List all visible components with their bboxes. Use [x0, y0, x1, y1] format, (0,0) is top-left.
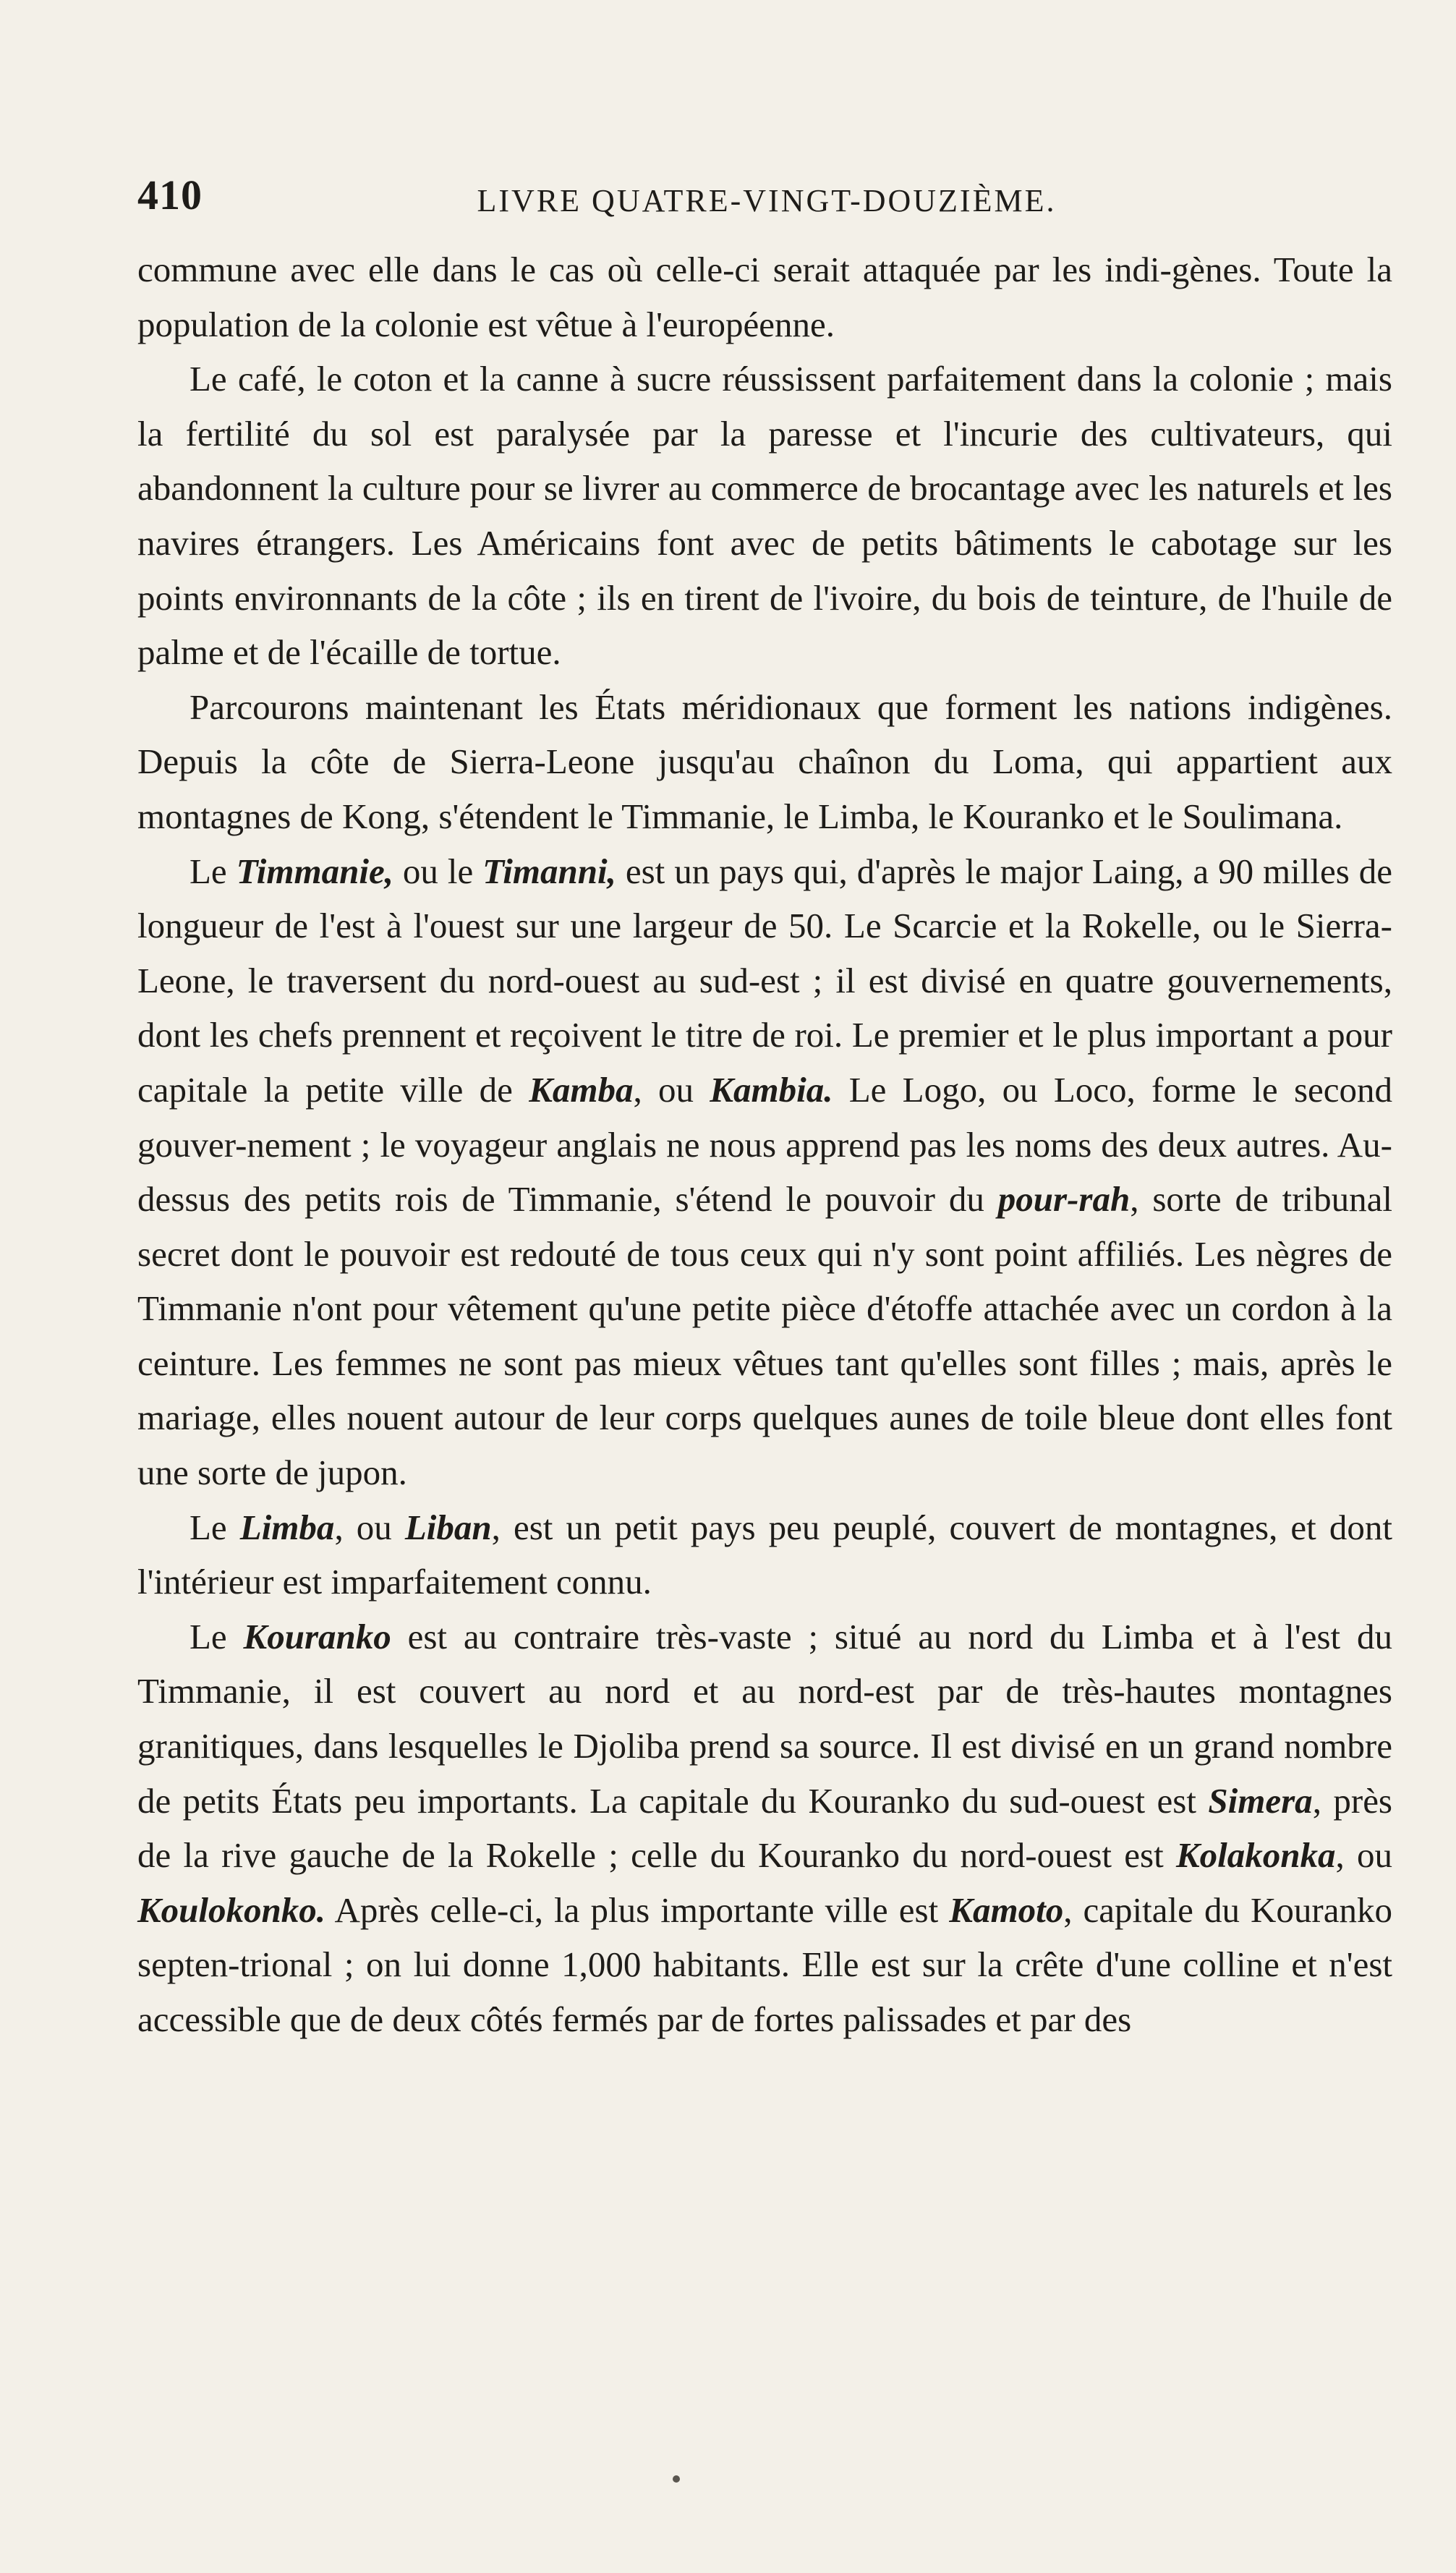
- running-head: LIVRE QUATRE-VINGT-DOUZIÈME.: [477, 183, 1057, 218]
- text-run: ou le: [393, 851, 483, 891]
- italic-term: Limba: [239, 1507, 335, 1547]
- paragraph: [137, 680, 1392, 844]
- text-run: , est un petit pays peu peuplé, couvert de montagnes, et dont l'intérieur est imparfaitement connu.: [137, 1507, 1392, 1602]
- italic-term: Kouranko: [243, 1616, 391, 1656]
- text-run: Parcourons maintenant les États méridionaux que forment les nations indigènes. Depuis la côte de Sierra-Leone jusqu'au chaînon du Loma, qui appartient aux montagnes de Kong, s'étendent le Timmanie, le Limba, le Kouranko et le Soulimana.: [137, 686, 1392, 836]
- print-mark: [673, 2475, 680, 2483]
- text-run: Le café, le coton et la canne à sucre réussissent parfaitement dans la colonie ; mais la fertilité du sol est paralysée par la paresse et l'incurie des cultivateurs, qui abandonnent la culture pour se livrer au commerce de brocantage avec les naturels et les navires étrangers. Les Américains font avec de petits bâtiments le cabotage sur les points environnants de la côte ; ils en tirent de l'ivoire, du bois de teinture, de l'huile de palme et de l'écaille de tortue.: [137, 359, 1392, 673]
- italic-term: Koulokonko.: [137, 1889, 326, 1930]
- italic-term: pour-rah: [997, 1179, 1131, 1220]
- text-run: Après celle-ci, la plus importante ville est: [325, 1889, 950, 1930]
- text-run: , sorte de tribunal secret dont le pouvoir est redouté de tous ceux qui n'y sont point affiliés. Les nègres de Timmanie n'ont pour vêtement qu'une petite pièce d'étoffe attachée avec un cordon à la ceinture. Les femmes ne sont pas mieux vêtues tant qu'elles sont filles ; mais, après le mariage, elles nouent autour de leur corps quelques aunes de toile bleue dont elles font une sorte de jupon.: [137, 1179, 1392, 1493]
- paragraph: [137, 352, 1392, 680]
- italic-term: Timmanie,: [236, 851, 393, 891]
- italic-term: Kolakonka: [1175, 1835, 1336, 1876]
- text-run: Le: [190, 851, 237, 891]
- text-run: , près de la rive gauche de la Rokelle ; celle du Kouranko du nord-ouest est: [137, 1780, 1393, 1876]
- italic-term: Kamba: [529, 1069, 634, 1110]
- text-run: , capitale du Kouranko septen-trional ; on lui donne 1,000 habitants. Elle est sur la crête d'une colline et n'est accessible que de deux côtés fermés par de fortes palissades et par des: [137, 1889, 1392, 2039]
- text-run: , ou: [334, 1507, 405, 1547]
- text-run: est au contraire très-vaste ; situé au nord du Limba et à l'est du Timmanie, il est couvert au nord et au nord-est par de très-hautes montagnes granitiques, dans lesquelles le Djoliba prend sa source. Il est divisé en un grand nombre de petits États peu importants. La capitale du Kouranko du sud-ouest est: [137, 1616, 1392, 1821]
- text-run: , ou: [633, 1069, 710, 1110]
- body-text: [137, 242, 1392, 2047]
- text-run: est un pays qui, d'après le major Laing, a 90 milles de longueur de l'est à l'ouest sur une largeur de 50. Le Scarcie et la Rokelle, ou le Sierra-Leone, le traversent du nord-ouest au sud-est ; il est divisé en quatre gouvernements, dont les chefs prennent et reçoivent le titre de roi. Le premier et le plus important a pour capitale la petite ville de: [137, 851, 1392, 1110]
- italic-term: Kamoto: [949, 1889, 1064, 1930]
- italic-term: Kambia.: [710, 1069, 833, 1110]
- italic-term: Simera: [1208, 1780, 1313, 1821]
- italic-term: Liban: [404, 1507, 492, 1547]
- text-run: Le: [190, 1507, 240, 1547]
- paragraph: [137, 844, 1392, 1500]
- page-header: [137, 166, 1396, 231]
- text-run: , ou: [1335, 1835, 1393, 1876]
- paragraph: [137, 1500, 1392, 1609]
- text-run: Le Logo, ou Loco, forme le second gouver-nement ; le voyageur anglais ne nous apprend pas les noms des deux autres. Au-dessus des petits rois de Timmanie, s'étend le pouvoir du: [137, 1069, 1393, 1220]
- paragraph: [137, 1609, 1392, 2047]
- page-number: 410: [137, 171, 203, 218]
- paragraph: [137, 242, 1392, 352]
- text-run: commune avec elle dans le cas où celle-ci serait attaquée par les indi-gènes. Toute la population de la colonie est vêtue à l'européenne.: [137, 250, 1392, 344]
- text-run: Le: [190, 1616, 244, 1656]
- italic-term: Timanni,: [482, 851, 616, 891]
